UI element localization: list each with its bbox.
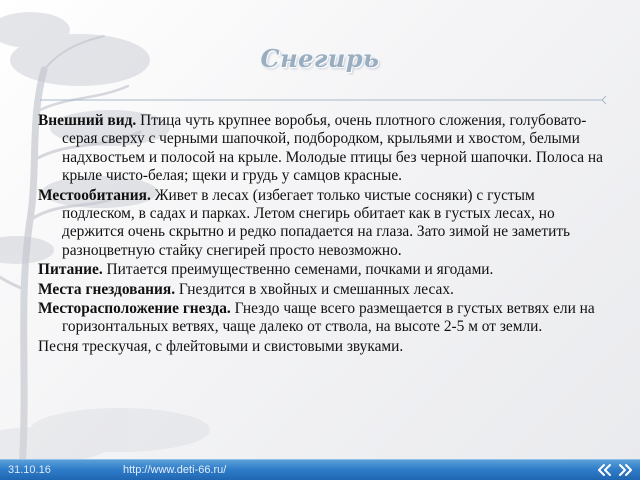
title-divider: [40, 95, 610, 109]
paragraph-nesting-places: [38, 281, 608, 299]
paragraph-text: Гнездо чаще всего размещается в густых ветвях ели на горизонтальных ветвях, чаще далеко от ствола, на высоте 2-5 м от земли.: [62, 300, 595, 336]
paragraph-appearance: [38, 112, 608, 186]
paragraph-song: [38, 338, 608, 356]
paragraph-label: Месторасположение гнезда.: [38, 300, 231, 318]
paragraph-text: Птица чуть крупнее воробья, очень плотного сложения, голубовато-серая сверху с черными шапочкой, подбородком, крыльями и хвостом, белыми надхвостьем и полосой на крыле. Молодые птицы без черной шапочки. Полоса на крыле чисто-белая; щеки и грудь у самцов красные.: [62, 112, 603, 185]
paragraph-text: Гнездится в хвойных и смешанных лесах.: [175, 280, 454, 298]
paragraph-label: Места гнездования.: [38, 280, 176, 298]
paragraph-nest-location: [38, 300, 608, 337]
footer-bar: [0, 459, 640, 480]
paragraph-text: Песня трескучая, с флейтовыми и свистовыми звуками.: [38, 337, 404, 355]
paragraph-habitat: [38, 187, 608, 261]
slide-body: [38, 112, 608, 357]
paragraph-label: Питание.: [38, 261, 103, 279]
double-chevron-left-icon[interactable]: [596, 463, 612, 477]
double-chevron-right-icon[interactable]: [618, 463, 634, 477]
slide-title: Снегирь: [260, 44, 380, 73]
paragraph-label: Внешний вид.: [38, 112, 137, 129]
paragraph-diet: [38, 261, 608, 279]
paragraph-label: Местообитания.: [38, 186, 151, 204]
footer-date: 31.10.16: [8, 464, 51, 476]
paragraph-text: Живет в лесах (избегает только чистые сосняки) с густым подлеском, в садах и парках. Летом снегирь обитает как в густых лесах, но держится очень скрытно и редко попадается на глаза. Зато зимой не заметить разноцветную стайку снегирей просто невозможно.: [62, 186, 571, 259]
footer-url[interactable]: http://www.deti-66.ru/: [123, 464, 227, 476]
paragraph-text: Питается преимущественно семенами, почками и ягодами.: [102, 261, 494, 279]
